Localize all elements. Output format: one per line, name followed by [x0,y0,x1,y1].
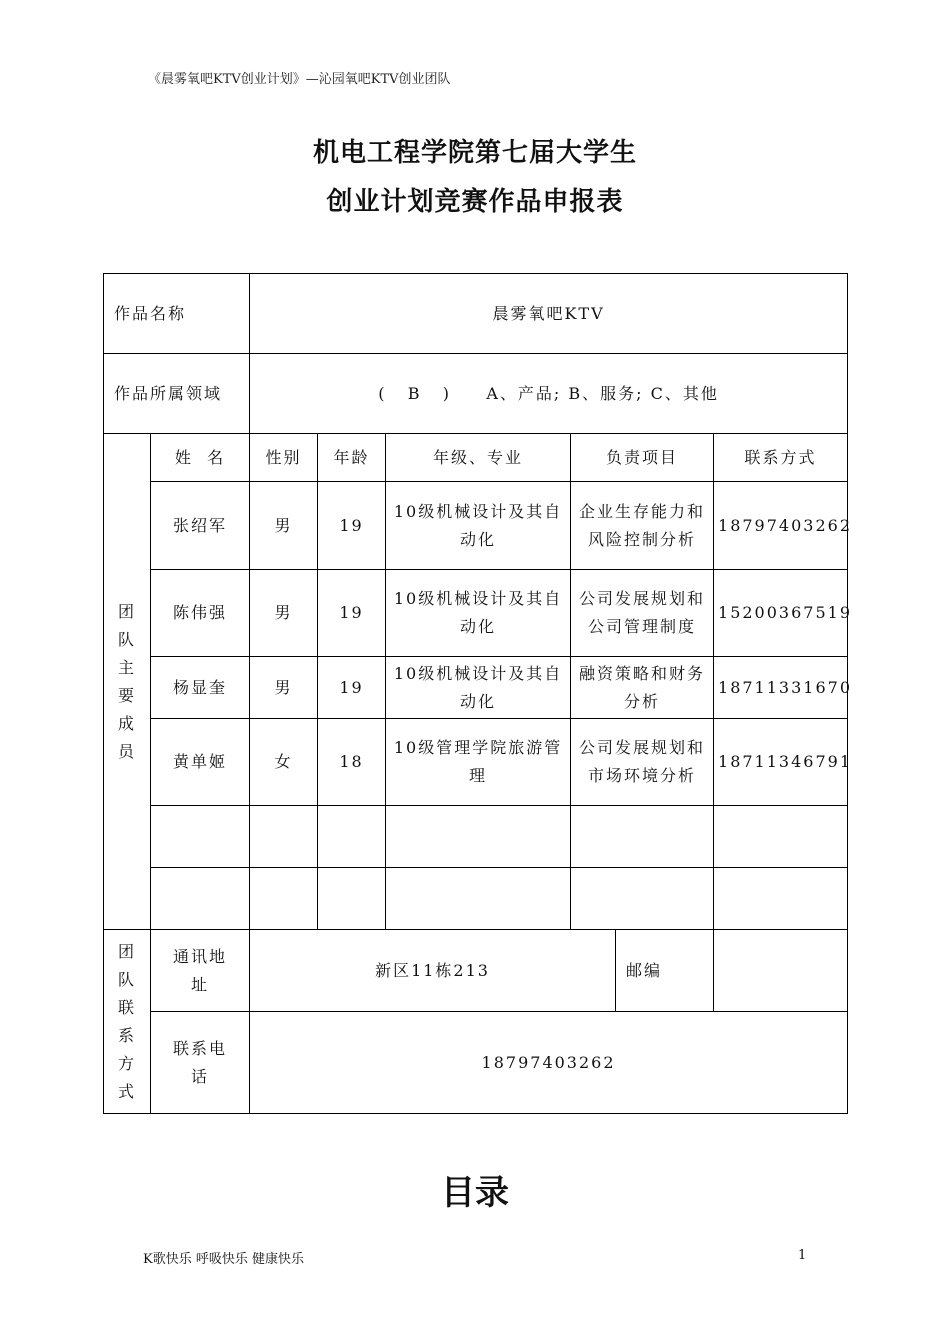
application-form-table [103,273,852,1114]
member-major: 10级机械设计及其自动化 [386,482,571,570]
member-project: 公司发展规划和市场环境分析 [571,719,714,806]
contact-label-char: 式 [117,1081,136,1101]
member-age: 18 [318,719,386,806]
running-header: 《晨雾氧吧KTV创业计划》—沁园氧吧KTV创业团队 [148,72,451,87]
postcode-value [714,930,848,1012]
team-label-char: 员 [117,741,136,761]
header-name: 姓 名 [151,434,250,482]
team-label-char: 团 [117,601,136,621]
contact-label-char: 团 [117,941,136,961]
member-phone: 18797403262 [714,482,848,570]
member-age: 19 [318,482,386,570]
member-project: 融资策略和财务分析 [571,657,714,719]
header-gender: 性别 [250,434,318,482]
member-gender: 女 [250,719,318,806]
header-phone: 联系方式 [714,434,848,482]
contact-label-char: 系 [117,1025,136,1045]
address-label: 通讯地址 [151,930,250,1012]
member-row [104,657,848,719]
header-project: 负责项目 [571,434,714,482]
footer-slogan: K歌快乐 呼吸快乐 健康快乐 [143,1252,304,1267]
member-phone: 15200367519 [714,570,848,657]
member-name: 黄单姬 [151,719,250,806]
form-title-line1: 机电工程学院第七届大学生 [312,138,637,168]
team-label-char: 要 [117,685,136,705]
member-project: 企业生存能力和风险控制分析 [571,482,714,570]
contact-label-char: 队 [117,969,136,989]
field-value: ( B ) A、产品; B、服务; C、其他 [250,354,848,434]
address-value: 新区11栋213 [250,930,616,1012]
member-gender: 男 [250,482,318,570]
team-label-char: 成 [117,713,136,733]
empty-member-row [104,868,848,930]
member-phone: 18711346791 [714,719,848,806]
form-title-line2: 创业计划竞赛作品申报表 [326,187,624,217]
toc-heading: 目录 [441,1173,509,1213]
work-name-value: 晨雾氧吧KTV [250,274,848,354]
phone-label: 联系电话 [151,1012,250,1114]
team-label-char: 队 [117,629,136,649]
header-age: 年龄 [318,434,386,482]
phone-value: 18797403262 [250,1012,848,1114]
member-name: 陈伟强 [151,570,250,657]
member-age: 19 [318,570,386,657]
member-name: 杨显奎 [151,657,250,719]
team-members-label [104,434,151,930]
member-major: 10级管理学院旅游管理 [386,719,571,806]
member-major: 10级机械设计及其自动化 [386,657,571,719]
team-label-char: 主 [117,657,136,677]
member-name: 张绍军 [151,482,250,570]
member-gender: 男 [250,570,318,657]
contact-label-char: 联 [117,997,136,1017]
member-row [104,570,848,657]
field-label: 作品所属领域 [104,354,250,434]
empty-member-row [104,806,848,868]
member-row [104,482,848,570]
member-age: 19 [318,657,386,719]
contact-label-char: 方 [117,1053,136,1073]
member-gender: 男 [250,657,318,719]
page-number: 1 [798,1248,807,1263]
member-project: 公司发展规划和公司管理制度 [571,570,714,657]
postcode-label: 邮编 [616,930,714,1012]
member-major: 10级机械设计及其自动化 [386,570,571,657]
team-contact-label [104,930,151,1114]
header-major: 年级、专业 [386,434,571,482]
member-phone: 18711331670 [714,657,848,719]
member-row [104,719,848,806]
work-name-label: 作品名称 [104,274,250,354]
